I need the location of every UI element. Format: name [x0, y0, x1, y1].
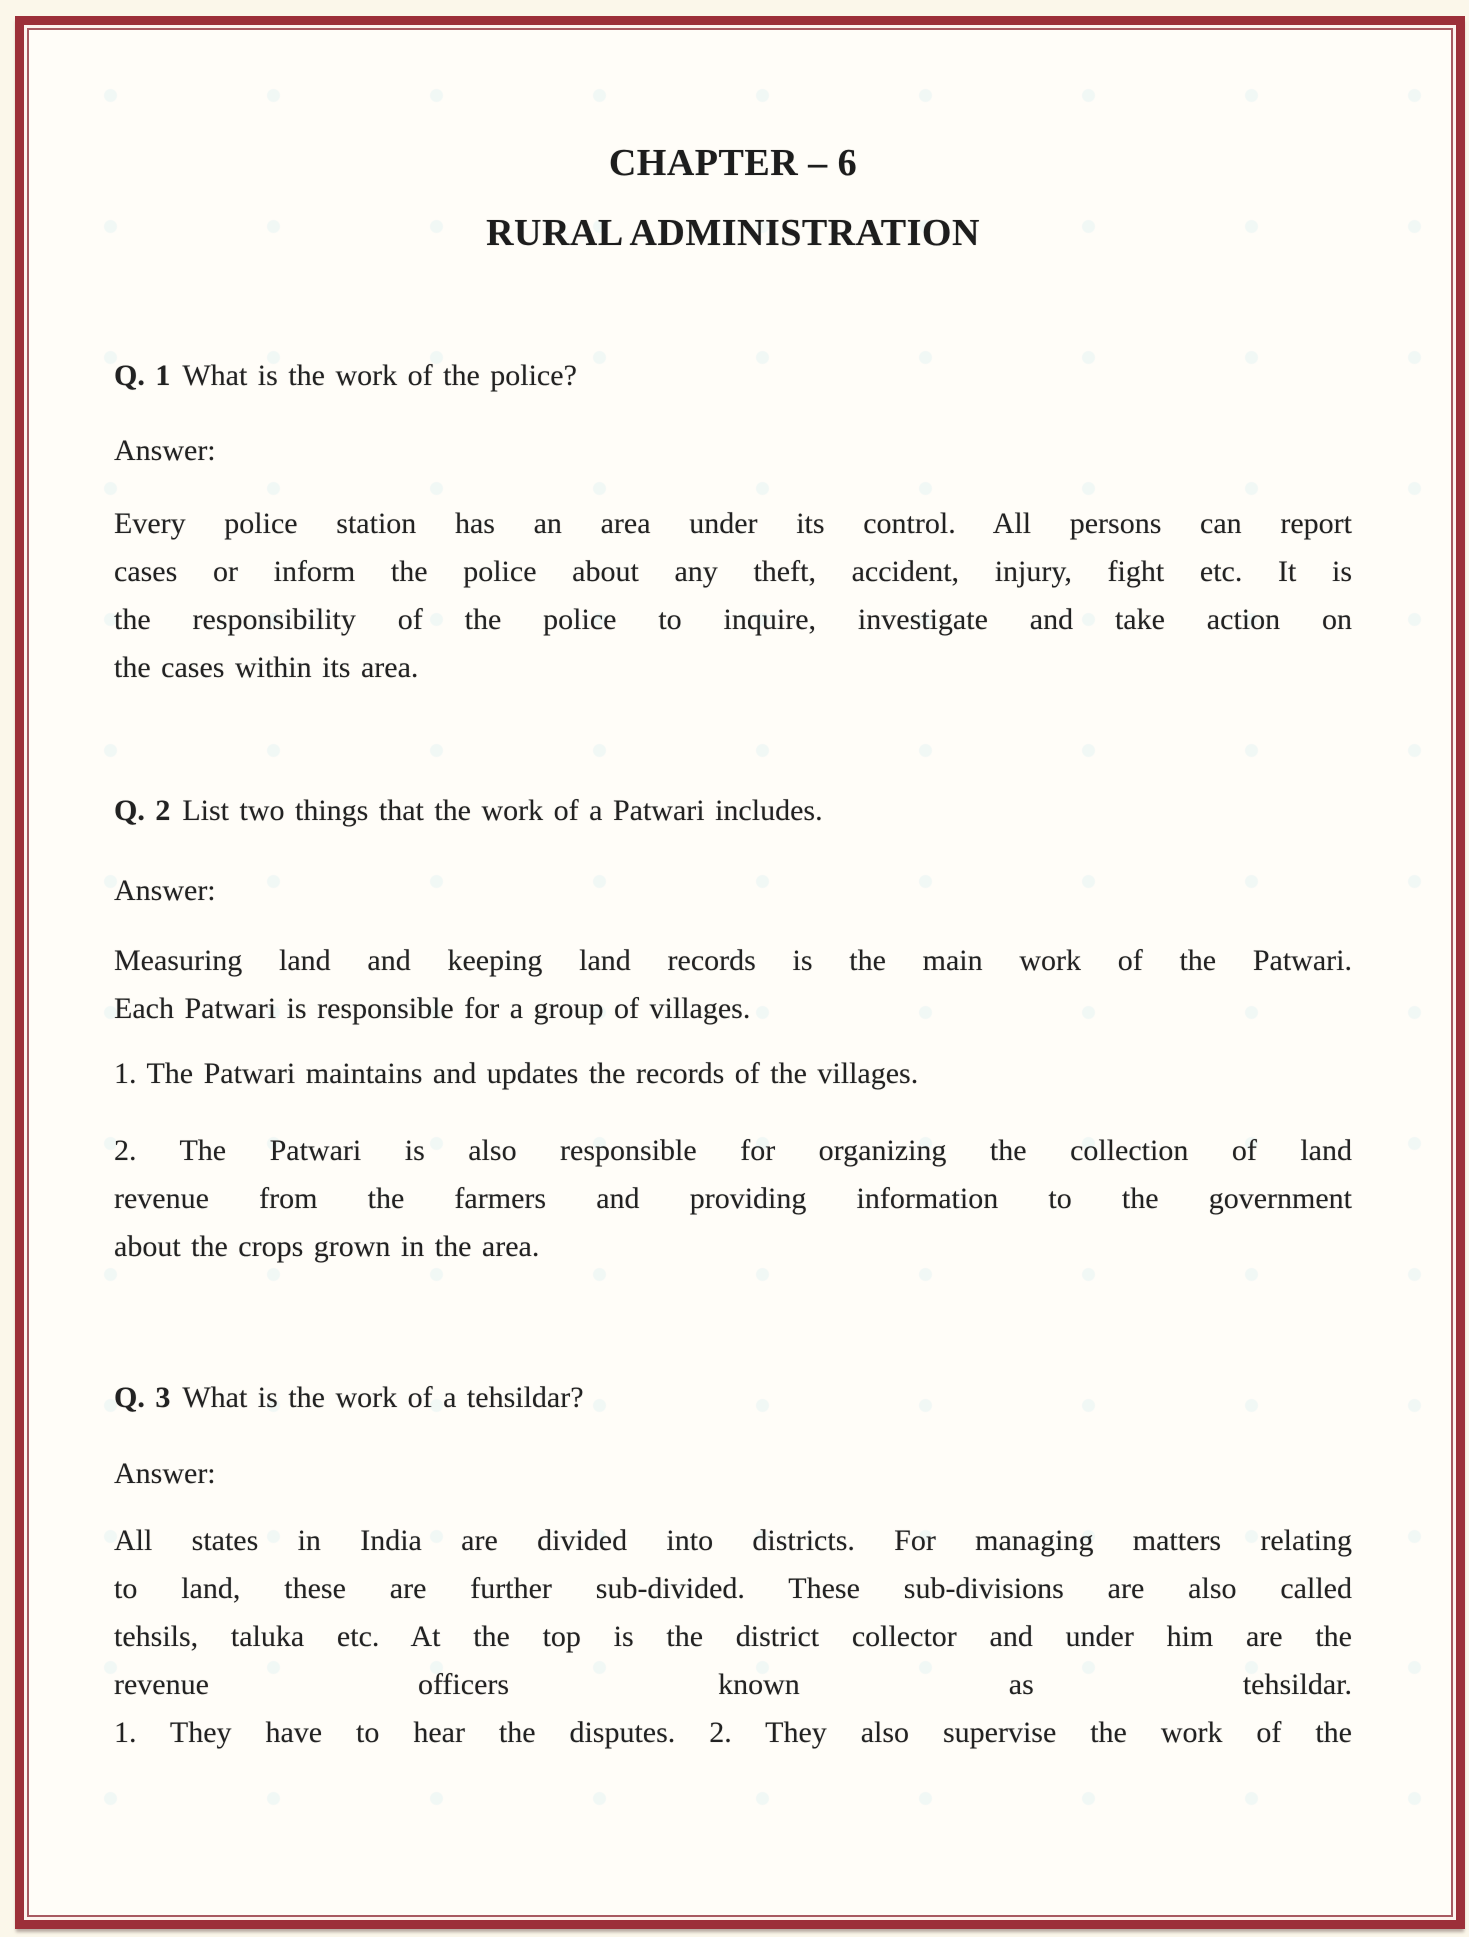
chapter-heading: CHAPTER – 6 — [608, 142, 858, 184]
question-1-text: What is the work of the police? — [182, 359, 577, 392]
answer-line: about the crops grown in the area. — [114, 1230, 540, 1263]
answer-line: 2. The Patwari is also responsible for organizing the collection of land — [114, 1134, 1352, 1167]
answer-2-label: Answer: — [114, 874, 216, 907]
answer-2-list-item-1 — [114, 1050, 1352, 1098]
question-1-label: Q. 1 — [114, 359, 171, 392]
question-3-label: Q. 3 — [114, 1381, 171, 1414]
answer-line: 1. They have to hear the disputes. 2. They also supervise the work of the — [114, 1716, 1352, 1749]
page-content — [29, 135, 1451, 1937]
question-2-label: Q. 2 — [114, 794, 171, 827]
answer-line: cases or inform the police about any theft, accident, injury, fight etc. It is — [114, 555, 1352, 588]
answer-line: the responsibility of the police to inquire, investigate and take action on — [114, 603, 1352, 636]
answer-line: revenue officers known as tehsildar. — [114, 1668, 1352, 1701]
answer-line: to land, these are further sub-divided. These sub-divisions are also called — [114, 1572, 1352, 1605]
question-3 — [114, 1374, 1352, 1422]
answer-line: Every police station has an area under its control. All persons can report — [114, 507, 1352, 540]
answer-3-paragraph — [114, 1517, 1352, 1757]
answer-line: revenue from the farmers and providing information to the government — [114, 1182, 1352, 1215]
answer-line: 1. The Patwari maintains and updates the records of the villages. — [114, 1057, 919, 1090]
answer-line: tehsils, taluka etc. At the top is the district collector and under him are the — [114, 1620, 1352, 1653]
question-1 — [114, 352, 1352, 400]
question-3-text: What is the work of a tehsildar? — [182, 1381, 584, 1414]
question-2-text: List two things that the work of a Patwari includes. — [182, 794, 823, 827]
page-border-inner-line — [27, 28, 1453, 1917]
question-2 — [114, 787, 1352, 835]
answer-line: Each Patwari is responsible for a group of villages. — [114, 992, 751, 1025]
answer-1-label: Answer: — [114, 434, 216, 467]
answer-1-paragraph — [114, 500, 1352, 692]
answer-line: Measuring land and keeping land records is the main work of the Patwari. — [114, 944, 1352, 977]
answer-line: the cases within its area. — [114, 651, 419, 684]
answer-2-list-item-2 — [114, 1127, 1352, 1271]
answer-3-label: Answer: — [114, 1457, 216, 1490]
answer-2-paragraph-intro — [114, 937, 1352, 1033]
answer-line: All states in India are divided into districts. For managing matters relating — [114, 1524, 1352, 1557]
document-title: RURAL ADMINISTRATION — [486, 212, 980, 254]
page-border-frame — [15, 16, 1465, 1929]
